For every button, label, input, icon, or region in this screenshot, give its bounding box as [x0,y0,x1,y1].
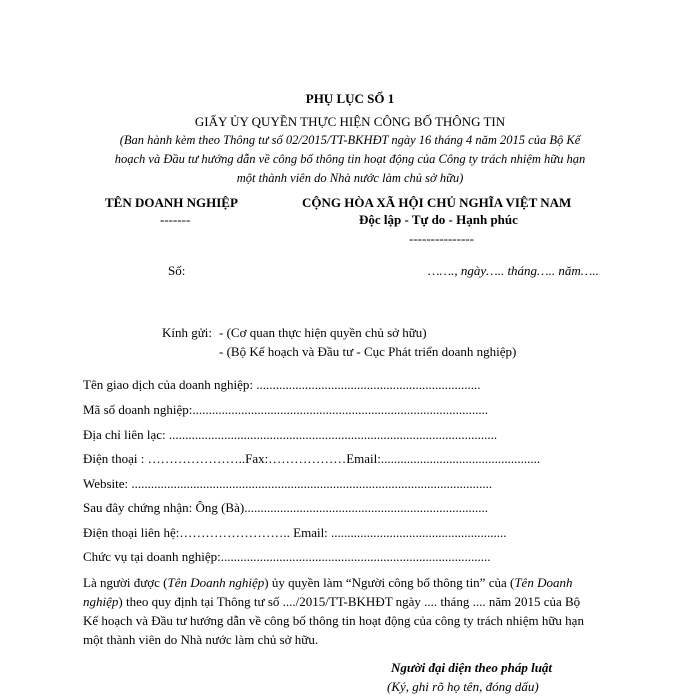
document-title: GIẤY ỦY QUYỀN THỰC HIỆN CÔNG BỐ THÔNG TIN [194,114,506,129]
recipient-line-2: - (Bộ Kế hoạch và Đầu tư - Cục Phát triển doanh nghiệp) [219,344,517,359]
recipient-label: Kính gửi: [162,325,213,340]
paragraph-text: ) ủy quyền làm “Người công bố thông tin” của ( [264,575,515,590]
paragraph-line-1 [83,576,572,589]
paragraph-line-2 [83,595,580,608]
field-website: Website: ............................................................................................................... [83,476,493,491]
appendix-title: PHỤ LỤC SỐ 1 [305,91,395,106]
company-placeholder: nghiệp [83,594,119,609]
company-placeholder: Tên Doanh [514,575,573,590]
company-dashes: ------- [160,212,191,227]
national-title: CỘNG HÒA XÃ HỘI CHỦ NGHĨA VIỆT NAM [302,195,572,210]
paragraph-text: ) theo quy định tại Thông tư số ..../2015/TT-BKHĐT ngày .... tháng .... năm 2015 của Bộ [118,594,581,609]
company-name: TÊN DOANH NGHIỆP [105,195,238,210]
subtitle-line-2: hoạch và Đầu tư hướng dẫn về công bố thông tin hoạt động của Công ty trách nhiệm hữu hạn [114,152,586,166]
paragraph-line-3: Kế hoạch và Đầu tư hướng dẫn về công bố thông tin hoạt động của công ty trách nhiệm hữu hạn [83,613,584,628]
national-motto: Độc lập - Tự do - Hạnh phúc [359,212,518,227]
field-contact-phone-email: Điện thoại liên hệ:…………………….. Email: ...................................................... [83,525,507,540]
paragraph-line-4: một thành viên do Nhà nước làm chủ sở hữu. [83,632,319,647]
field-contact-address: Địa chỉ liên lạc: ..................................................................................................... [83,427,498,442]
document-number-label: Số: [168,263,186,278]
subtitle-line-3: một thành viên do Nhà nước làm chủ sở hữu) [236,171,464,185]
field-position: Chức vụ tại doanh nghiệp:................................................................................... [83,549,491,564]
subtitle-line-1: (Ban hành kèm theo Thông tư số 02/2015/TT-BKHĐT ngày 16 tháng 4 năm 2015 của Bộ Kế [119,133,581,147]
field-trade-name: Tên giao dịch của doanh nghiệp: ..................................................................... [83,377,481,392]
field-business-code: Mã số doanh nghiệp:........................................................................................... [83,402,489,417]
signature-title: Người đại diện theo pháp luật [391,660,553,675]
company-placeholder: Tên Doanh nghiệp [167,575,265,590]
field-authorized-person: Sau đây chứng nhận: Ông (Bà)........................................................................... [83,500,488,515]
paragraph-text: Là người được ( [83,575,168,590]
motto-dashes: --------------- [409,231,474,246]
recipient-line-1: - (Cơ quan thực hiện quyền chủ sở hữu) [219,325,427,340]
field-phone-fax-email: Điện thoại : …………………..Fax:………………Email:................................................. [83,451,541,466]
date-line: ……., ngày….. tháng….. năm….. [428,263,599,278]
signature-note: (Ký, ghi rõ họ tên, đóng dấu) [387,679,539,694]
